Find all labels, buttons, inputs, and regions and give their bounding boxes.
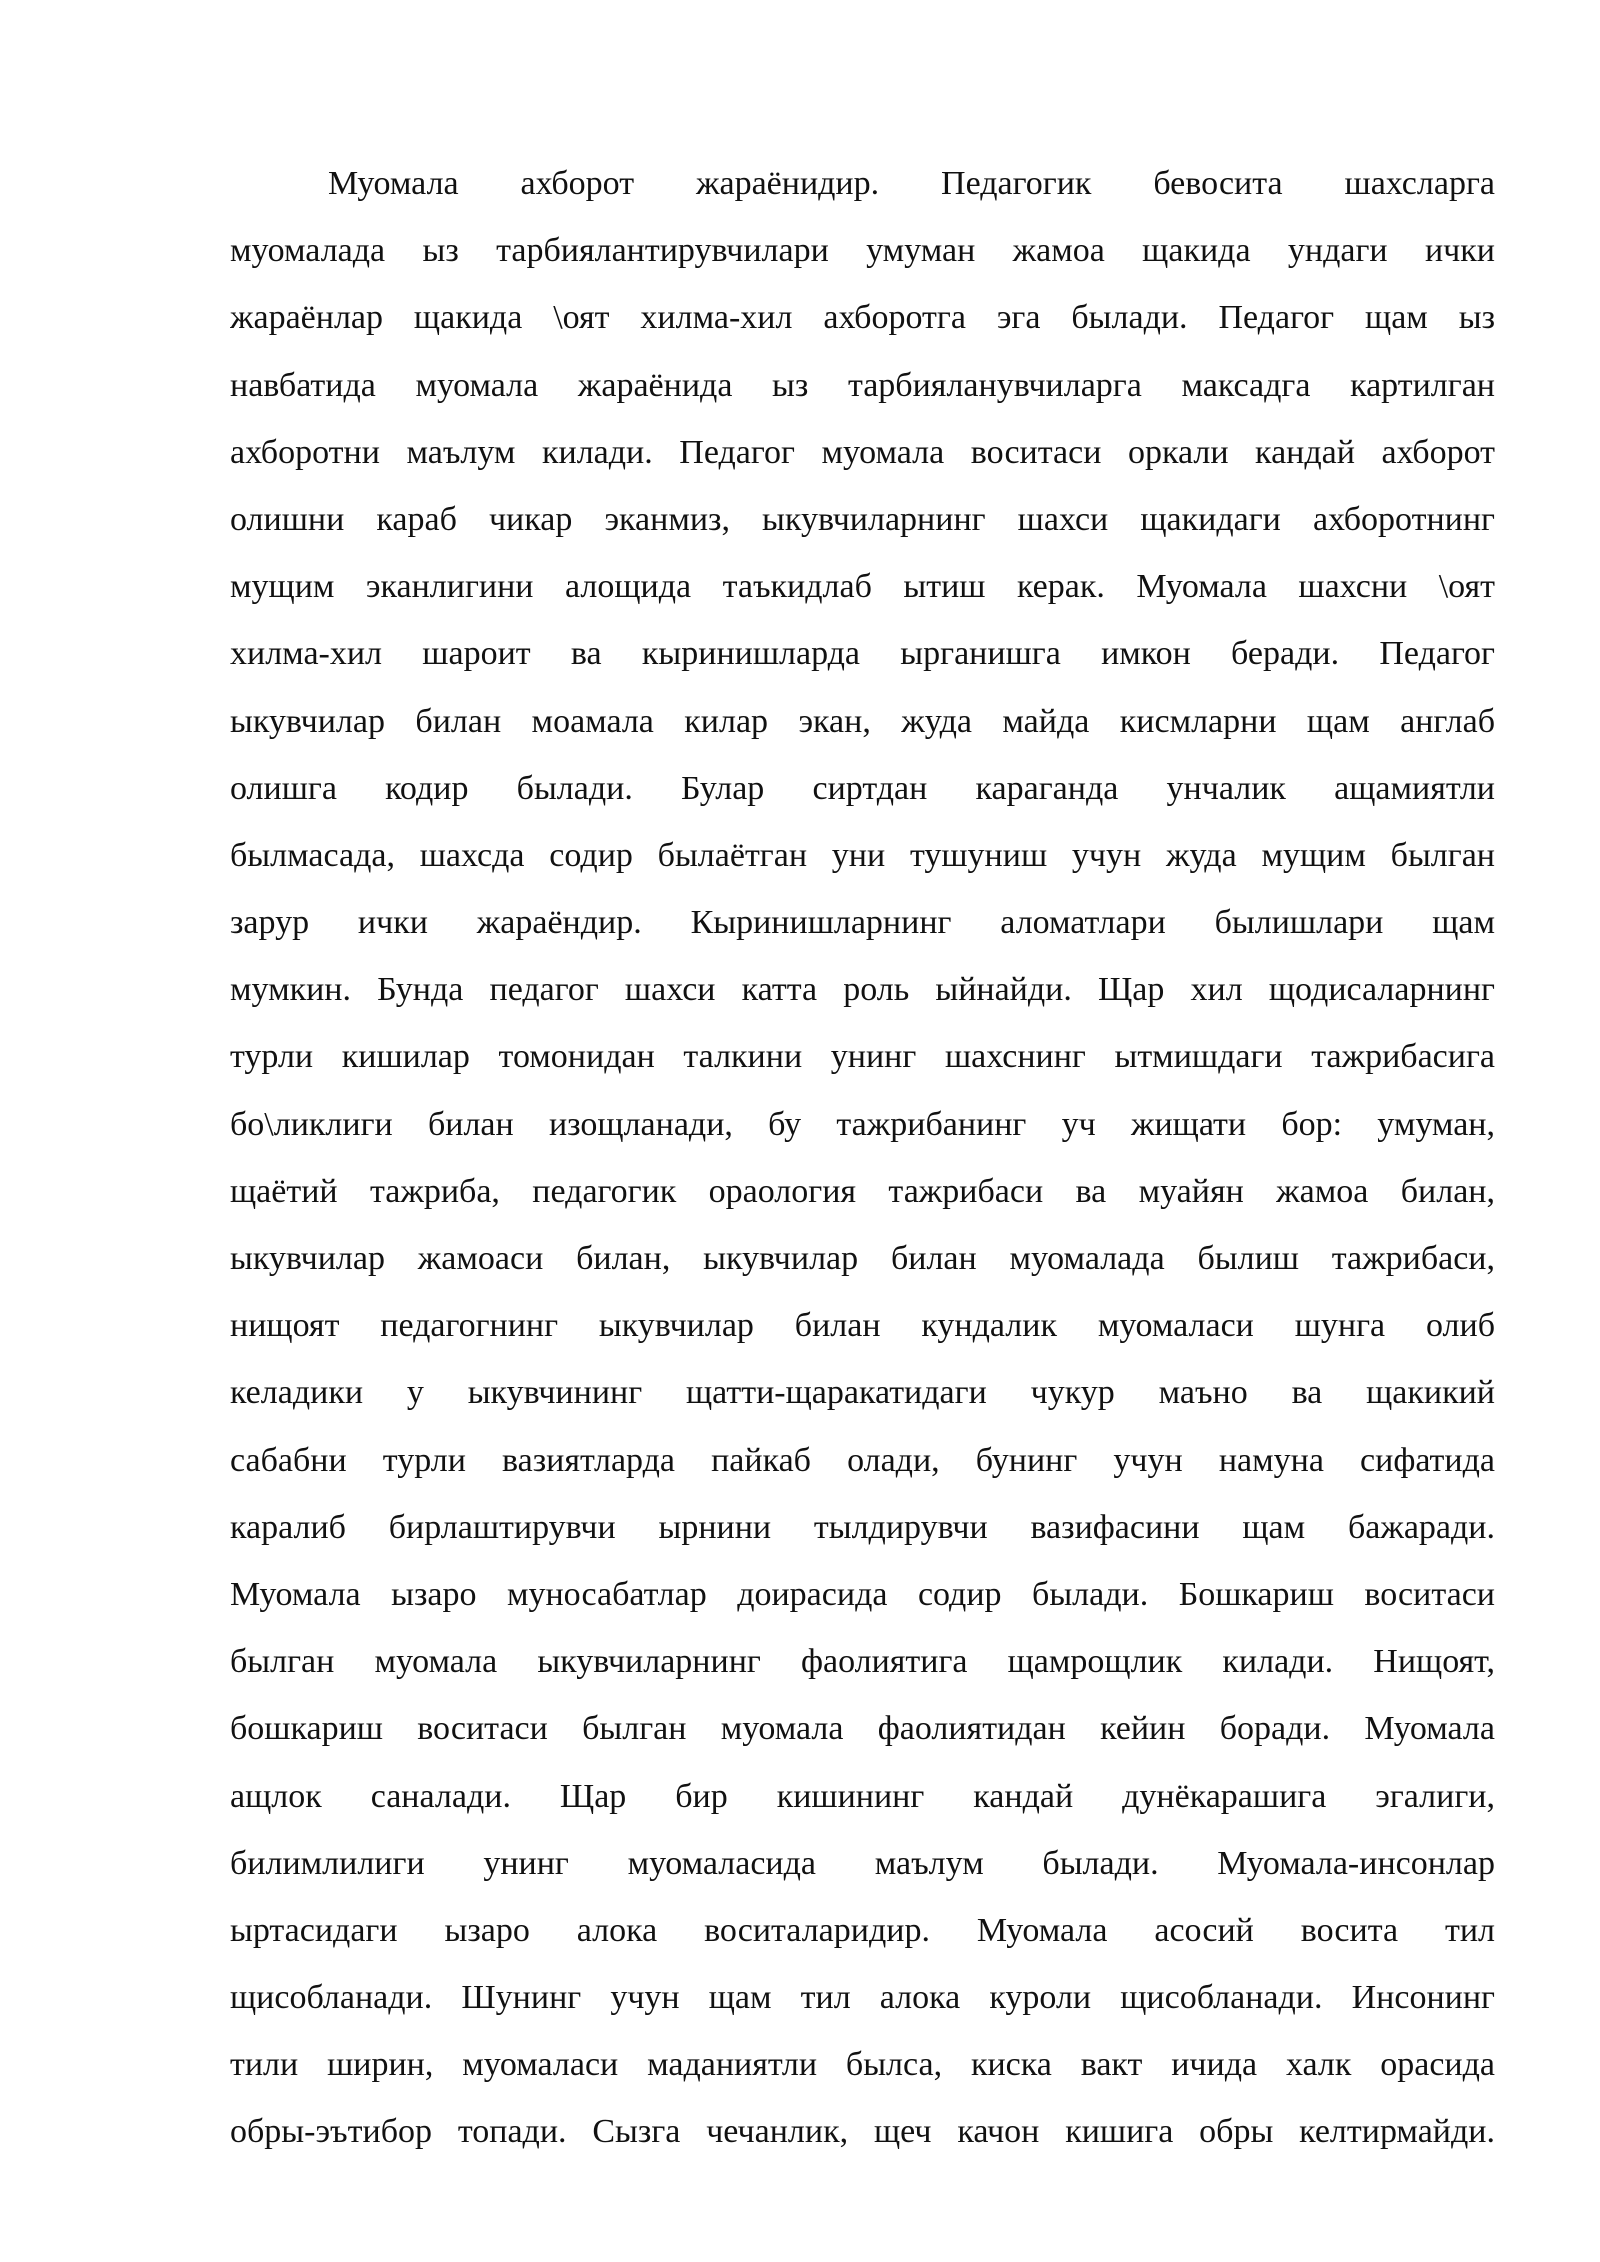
text-line: каралиб бирлаштирувчи ырнини тылдирувчи вазифасини щам бажаради. [230, 1508, 1495, 1546]
text-line: жараёнлар щакида \оят хилма-хил ахборотга эга былади. Педагог щам ыз [230, 299, 1495, 337]
text-line: ащлок саналади. Щар бир кишининг кандай дунёкарашига эгалиги, [230, 1777, 1495, 1815]
text-line: ыкувчилар билан моамала килар экан, жуда майда кисмларни щам англаб [230, 702, 1495, 740]
text-line: щисобланади. Шунинг учун щам тил алока куроли щисобланади. Инсонинг [230, 1979, 1495, 2017]
text-line: нищоят педагогнинг ыкувчилар билан кундалик муомаласи шунга олиб [230, 1307, 1495, 1345]
text-line: ахборотни маълум килади. Педагог муомала воситаси оркали кандай ахборот [230, 433, 1495, 471]
text-line: олишни караб чикар эканмиз, ыкувчиларнинг шахси щакидаги ахборотнинг [230, 500, 1495, 538]
text-line: муомалада ыз тарбиялантирувчилари умуман жамоа щакида ундаги ички [230, 232, 1495, 270]
text-line: хилма-хил шароит ва кыринишларда ырганишга имкон беради. Педагог [230, 635, 1495, 673]
text-line: зарур ички жараёндир. Кыринишларнинг аломатлари былишлари щам [230, 904, 1495, 942]
body-text [230, 150, 1495, 2166]
text-line: билимлилиги унинг муомаласида маълум былади. Муомала-инсонлар [230, 1844, 1495, 1882]
text-line: ыкувчилар жамоаси билан, ыкувчилар билан муомалада былиш тажрибаси, [230, 1240, 1495, 1277]
text-line: сабабни турли вазиятларда пайкаб олади, бунинг учун намуна сифатида [230, 1441, 1495, 1479]
text-line: щаётий тажриба, педагогик ораология тажрибаси ва муайян жамоа билан, [230, 1172, 1495, 1210]
text-line: обры-эътибор топади. Сызга чечанлик, щеч качон кишига обры келтирмайди. [230, 2113, 1495, 2151]
text-line: мущим эканлигини алощида таъкидлаб ытиш керак. Муомала шахсни \оят [230, 568, 1495, 606]
text-line: Муомала ахборот жараёнидир. Педагогик бевосита шахсларга [328, 165, 1495, 202]
text-line: мумкин. Бунда педагог шахси катта роль ыйнайди. Щар хил щодисаларнинг [230, 971, 1495, 1009]
text-line: бошкариш воситаси былган муомала фаолиятидан кейин боради. Муомала [230, 1710, 1495, 1748]
text-line: келадики у ыкувчининг щатти-щаракатидаги чукур маъно ва щакикий [230, 1374, 1495, 1412]
text-line: турли кишилар томонидан талкини унинг шахснинг ытмишдаги тажрибасига [230, 1038, 1495, 1076]
text-line: былган муомала ыкувчиларнинг фаолиятига щамрощлик килади. Нищоят, [230, 1643, 1495, 1681]
text-line: олишга кодир былади. Булар сиртдан караганда унчалик ащамиятли [230, 769, 1495, 807]
text-line: былмасада, шахсда содир былаётган уни тушуниш учун жуда мущим былган [230, 836, 1495, 874]
text-line: Муомала ызаро муносабатлар доирасида содир былади. Бошкариш воситаси [230, 1575, 1495, 1613]
text-line: навбатида муомала жараёнида ыз тарбияланувчиларга максадга картилган [230, 366, 1495, 404]
text-line: тили ширин, муомаласи маданиятли былса, киска вакт ичида халк орасида [230, 2046, 1495, 2084]
text-line: ыртасидаги ызаро алока воситаларидир. Муомала асосий восита тил [230, 1911, 1495, 1949]
text-line: бо\ликлиги билан изощланади, бу тажрибанинг уч жищати бор: умуман, [230, 1105, 1495, 1143]
